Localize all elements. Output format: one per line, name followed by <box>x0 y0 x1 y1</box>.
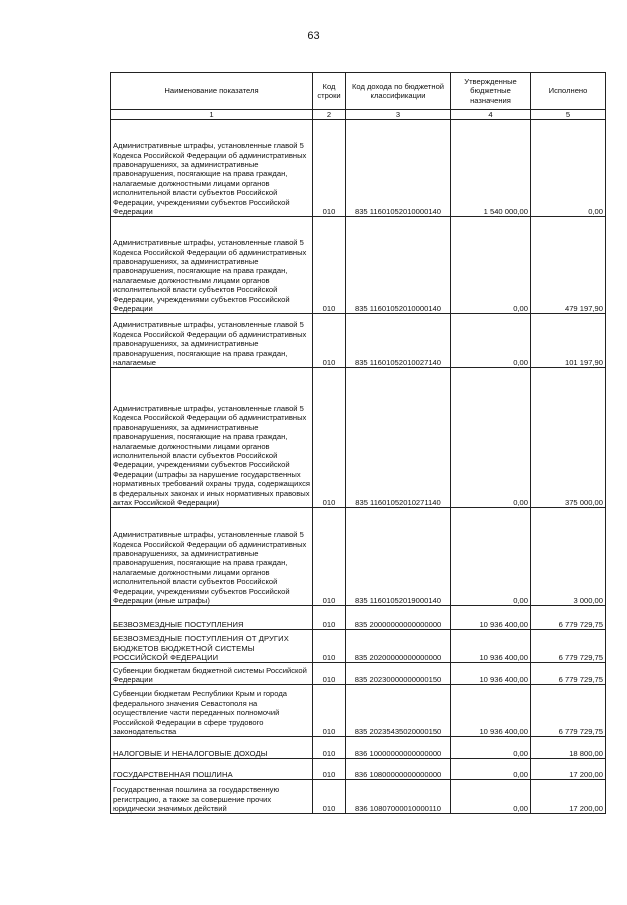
table-row <box>111 606 606 630</box>
row-name: Административные штрафы, установленные главой 5 Кодекса Российской Федерации об административных правонарушениях, за административные правонарушения, посягающие на права граждан, налагаемые должностными лицами органов исполнительной власти субъектов Российской Федерации, учреждениями субъектов Российской Федерации <box>111 120 313 217</box>
row-executed: 6 779 729,75 <box>531 663 606 685</box>
row-name: Субвенции бюджетам Республики Крым и города федерального значения Севастополя на осуществление части переданных полномочий Российской Федерации в сфере трудового законодательства <box>111 685 313 737</box>
header-name: Наименование показателя <box>111 73 313 110</box>
budget-report-table <box>110 72 606 814</box>
row-executed: 17 200,00 <box>531 759 606 780</box>
row-income-code: 835 11601052010271140 <box>346 368 451 508</box>
row-approved: 10 936 400,00 <box>451 606 531 630</box>
row-executed: 479 197,90 <box>531 217 606 314</box>
row-name: ГОСУДАРСТВЕННАЯ ПОШЛИНА <box>111 759 313 780</box>
row-executed: 3 000,00 <box>531 508 606 606</box>
row-name: БЕЗВОЗМЕЗДНЫЕ ПОСТУПЛЕНИЯ ОТ ДРУГИХ БЮДЖЕТОВ БЮДЖЕТНОЙ СИСТЕМЫ РОССИЙСКОЙ ФЕДЕРАЦИИ <box>111 630 313 663</box>
row-income-code: 836 10807000010000110 <box>346 780 451 814</box>
column-number-row <box>111 110 606 120</box>
table-row <box>111 685 606 737</box>
column-number: 2 <box>313 110 346 120</box>
row-executed: 101 197,90 <box>531 314 606 368</box>
row-code: 010 <box>313 508 346 606</box>
row-code: 010 <box>313 737 346 759</box>
header-row <box>111 73 606 110</box>
row-income-code: 835 20200000000000000 <box>346 630 451 663</box>
table-row <box>111 508 606 606</box>
row-executed: 6 779 729,75 <box>531 606 606 630</box>
row-name: БЕЗВОЗМЕЗДНЫЕ ПОСТУПЛЕНИЯ <box>111 606 313 630</box>
header-income-code: Код дохода по бюджетной классификации <box>346 73 451 110</box>
column-number: 3 <box>346 110 451 120</box>
table-row <box>111 737 606 759</box>
column-number: 1 <box>111 110 313 120</box>
table-row <box>111 630 606 663</box>
row-approved: 0,00 <box>451 368 531 508</box>
row-approved: 10 936 400,00 <box>451 630 531 663</box>
row-code: 010 <box>313 217 346 314</box>
row-income-code: 835 11601052010000140 <box>346 217 451 314</box>
row-income-code: 836 10000000000000000 <box>346 737 451 759</box>
row-name: Административные штрафы, установленные главой 5 Кодекса Российской Федерации об административных правонарушениях, за административные правонарушения, посягающие на права граждан, налагаемые <box>111 314 313 368</box>
row-approved: 0,00 <box>451 217 531 314</box>
table-row <box>111 759 606 780</box>
row-code: 010 <box>313 314 346 368</box>
row-code: 010 <box>313 606 346 630</box>
row-approved: 1 540 000,00 <box>451 120 531 217</box>
row-approved: 0,00 <box>451 314 531 368</box>
row-code: 010 <box>313 685 346 737</box>
row-name: Административные штрафы, установленные главой 5 Кодекса Российской Федерации об административных правонарушениях, за административные правонарушения, посягающие на права граждан, налагаемые должностными лицами органов исполнительной власти субъектов Российской Федерации, учреждениями субъектов Российской Федерации (штрафы за нарушение государственных нормативных требований охраны труда, содержащихся в федеральных законах и иных нормативных правовых актах Российской Федерации) <box>111 368 313 508</box>
row-income-code: 835 20230000000000150 <box>346 663 451 685</box>
row-executed: 6 779 729,75 <box>531 685 606 737</box>
header-approved: Утвержденные бюджетные назначения <box>451 73 531 110</box>
row-income-code: 835 11601052019000140 <box>346 508 451 606</box>
row-name: НАЛОГОВЫЕ И НЕНАЛОГОВЫЕ ДОХОДЫ <box>111 737 313 759</box>
row-code: 010 <box>313 630 346 663</box>
table-row <box>111 368 606 508</box>
table-row <box>111 663 606 685</box>
row-code: 010 <box>313 368 346 508</box>
column-number: 5 <box>531 110 606 120</box>
table-row <box>111 120 606 217</box>
row-approved: 10 936 400,00 <box>451 663 531 685</box>
row-income-code: 835 20000000000000000 <box>346 606 451 630</box>
row-name: Государственная пошлина за государственную регистрацию, а также за совершение прочих юридически значимых действий <box>111 780 313 814</box>
row-approved: 0,00 <box>451 508 531 606</box>
row-income-code: 836 10800000000000000 <box>346 759 451 780</box>
row-code: 010 <box>313 780 346 814</box>
row-executed: 18 800,00 <box>531 737 606 759</box>
row-name: Административные штрафы, установленные главой 5 Кодекса Российской Федерации об административных правонарушениях, за административные правонарушения, посягающие на права граждан, налагаемые должностными лицами органов исполнительной власти субъектов Российской Федерации, учреждениями субъектов Российской Федерации (иные штрафы) <box>111 508 313 606</box>
page-number: 63 <box>307 30 320 42</box>
row-code: 010 <box>313 120 346 217</box>
row-executed: 0,00 <box>531 120 606 217</box>
table-row <box>111 314 606 368</box>
table-row <box>111 780 606 814</box>
column-number: 4 <box>451 110 531 120</box>
row-name: Административные штрафы, установленные главой 5 Кодекса Российской Федерации об административных правонарушениях, за административные правонарушения, посягающие на права граждан, налагаемые должностными лицами органов исполнительной власти субъектов Российской Федерации, учреждениями субъектов Российской Федерации <box>111 217 313 314</box>
row-income-code: 835 11601052010027140 <box>346 314 451 368</box>
row-code: 010 <box>313 759 346 780</box>
row-approved: 10 936 400,00 <box>451 685 531 737</box>
row-approved: 0,00 <box>451 759 531 780</box>
row-approved: 0,00 <box>451 737 531 759</box>
row-income-code: 835 20235435020000150 <box>346 685 451 737</box>
header-code: Код строки <box>313 73 346 110</box>
row-name: Субвенции бюджетам бюджетной системы Российской Федерации <box>111 663 313 685</box>
header-executed: Исполнено <box>531 73 606 110</box>
row-executed: 6 779 729,75 <box>531 630 606 663</box>
row-income-code: 835 11601052010000140 <box>346 120 451 217</box>
row-code: 010 <box>313 663 346 685</box>
row-executed: 375 000,00 <box>531 368 606 508</box>
row-executed: 17 200,00 <box>531 780 606 814</box>
row-approved: 0,00 <box>451 780 531 814</box>
table-row <box>111 217 606 314</box>
